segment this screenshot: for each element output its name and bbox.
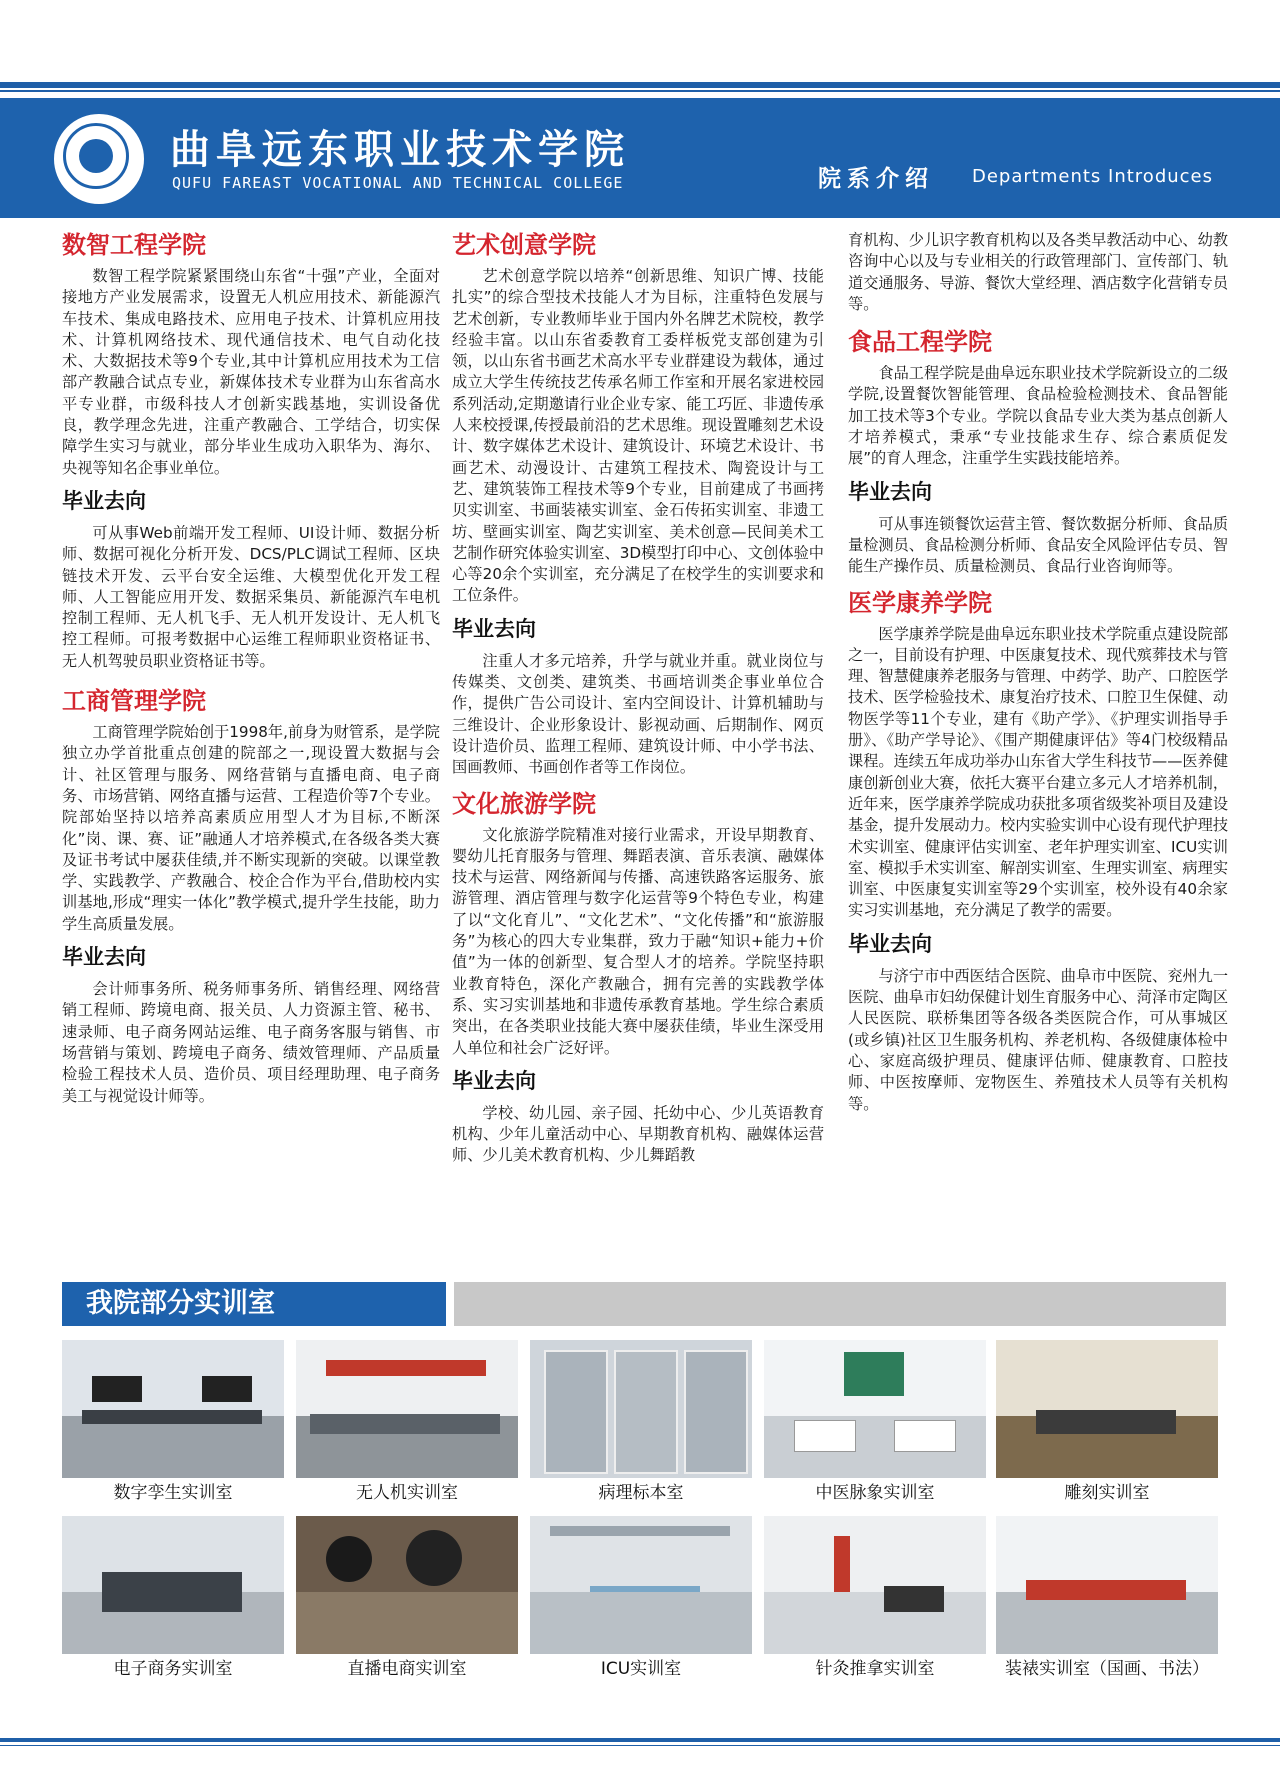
caption-carving: 雕刻实训室 <box>1064 1483 1150 1503</box>
section-title-cn: 院系介绍 <box>818 166 934 192</box>
caption-livestream: 直播电商实训室 <box>347 1659 467 1679</box>
subheading-graduate: 毕业去向 <box>848 479 932 504</box>
college-name-en: QUFU FAREAST VOCATIONAL AND TECHNICAL COLLEGE <box>172 174 624 192</box>
graduate-jobs-wenlv-continued: 育机构、少儿识字教育机构以及各类早教活动中心、幼教咨询中心以及与专业相关的行政管理部门、宣传部门、轨道交通服务、导游、餐饮大堂经理、酒店数字化营销专员等。 <box>848 231 1228 313</box>
section-body-yixue: 医学康养学院是曲阜远东职业技术学院重点建设院部之一，目前设有护理、中医康复技术、现代殡葬技术与管理、智慧健康养老服务与管理、中药学、助产、口腔医学技术、医学检验技术、康复治疗技术、口腔卫生保健、动物医学等11个专业，建有《助产学》、《护理实训指导手册》、《助产学导论》、《围产期健康评估》等4门校级精品课程。连续五年成功举办山东省大学生科技节——医养健康创新创业大赛，依托大赛平台建立多元人才培养机制，近年来，医学康养学院成功获批多项省级奖补项目及建设基金，提升发展动力。校内实验实训中心设有现代护理技术实训室、健康评估实训室、老年护理实训室、ICU实训室、模拟手术实训室、解剖实训室、生理实训室、病理实训室、中医康复实训室等29个实训室，校外设有40余家实习实训基地，充分满足了教学的需要。 <box>848 624 1228 920</box>
training-banner-bar <box>454 1282 1226 1326</box>
subheading-graduate: 毕业去向 <box>62 488 146 513</box>
photo-mounting-room <box>996 1516 1218 1654</box>
college-logo-icon <box>54 114 144 204</box>
photo-livestream-room <box>296 1516 518 1654</box>
photo-carving-room <box>996 1340 1218 1478</box>
header-banner <box>0 98 1280 218</box>
subheading-graduate: 毕业去向 <box>452 616 536 641</box>
photo-drone-room <box>296 1340 518 1478</box>
photo-digital-twin-room <box>62 1340 284 1478</box>
section-title-en: Departments Introduces <box>972 166 1213 187</box>
graduate-jobs-gongshang: 会计师事务所、税务师事务所、销售经理、网络营销工程师、跨境电商、报关员、人力资源主管、秘书、速录师、电子商务网站运维、电子商务客服与销售、市场营销与策划、跨境电子商务、绩效管理师、产品质量检验工程技术人员、造价员、项目经理助理、电子商务美工与视觉设计师等。 <box>62 980 440 1105</box>
graduate-jobs-shipin: 可从事连锁餐饮运营主管、餐饮数据分析师、食品质量检测员、食品检测分析师、食品安全风险评估专员、智能生产操作员、质量检测员、食品行业咨询师等。 <box>848 514 1228 576</box>
section-body-gongshang: 工商管理学院始创于1998年,前身为财管系，是学院独立办学首批重点创建的院部之一,现设置大数据与会计、社区管理与服务、网络营销与直播电商、电子商务、市场营销、网络直播与运营、工程造价等7个专业。院部始坚持以培养高素质应用型人才为目标,不断深化”岗、课、赛、证”融通人才培养模式,在各级各类大赛及证书考试中屡获佳绩,并不断实现新的突破。以课堂教学、实践教学、产教融合、校企合作为平台,借助校内实训基地,形成“理实一体化”教学模式,提升学生技能，助力学生高质量发展。 <box>62 723 440 933</box>
subheading-graduate: 毕业去向 <box>848 931 932 956</box>
caption-icu: ICU实训室 <box>600 1659 682 1679</box>
caption-digital-twin: 数字孪生实训室 <box>113 1483 233 1503</box>
section-body-shuzhi: 数智工程学院紧紧围绕山东省“十强”产业，全面对接地方产业发展需求，设置无人机应用技术、新能源汽车技术、集成电路技术、应用电子技术、计算机应用技术、计算机网络技术、现代通信技术、电气自动化技术、大数据技术等9个专业,其中计算机应用技术为工信部产教融合试点专业，新媒体技术专业群为山东省高水平专业群，市级科技人才创新实践基地，实训设备优良，教学理念先进，注重产教融合、工学结合，切实保障学生实习与就业，部分毕业生成功入职华为、海尔、央视等知名企事业单位。 <box>62 267 440 477</box>
training-rooms-banner: 我院部分实训室 <box>62 1282 446 1326</box>
caption-pathology: 病理标本室 <box>598 1483 684 1503</box>
section-body-yishu: 艺术创意学院以培养“创新思维、知识广博、技能扎实”的综合型技术技能人才为目标，注重特色发展与艺术创新，专业教师毕业于国内外名牌艺术院校，教学经验丰富。以山东省委教育工委样板党支部创建为引领，以山东省书画艺术高水平专业群建设为载体，通过成立大学生传统技艺传承名师工作室和开展名家进校园系列活动,定期邀请行业企业专家、能工巧匠、非遗传承人来校授课,传授最前沿的艺术思维。现设置雕刻艺术设计、数字媒体艺术设计、建筑设计、环境艺术设计、书画艺术、动漫设计、古建筑工程技术、陶瓷设计与工艺、建筑装饰工程技术等9个专业，目前建成了书画拷贝实训室、书画装裱实训室、金石传拓实训室、非遗工坊、壁画实训室、陶艺实训室、美术创意—民间美术工艺制作研究体验实训室、3D模型打印中心、文创体验中心等20余个实训室，充分满足了在校学生的实训要求和工位条件。 <box>452 267 824 605</box>
photo-icu-room <box>530 1516 752 1654</box>
caption-ecommerce: 电子商务实训室 <box>113 1659 233 1679</box>
section-body-shipin: 食品工程学院是曲阜远东职业技术学院新设立的二级学院,设置餐饮智能管理、食品检验检测技术、食品智能加工技术等3个专业。学院以食品专业大类为基点创新人才培养模式，秉承“专业技能求生存、综合素质促发展”的育人理念，注重学生实践技能培养。 <box>848 364 1228 468</box>
section-heading-wenlv: 文化旅游学院 <box>452 789 596 818</box>
section-heading-yixue: 医学康养学院 <box>848 588 992 617</box>
photo-tcm-pulse-room <box>764 1340 986 1478</box>
top-stripe-thin <box>0 90 1280 92</box>
subheading-graduate: 毕业去向 <box>452 1068 536 1093</box>
column-right <box>848 230 1228 1115</box>
graduate-jobs-yixue: 与济宁市中西医结合医院、曲阜市中医院、兖州九一医院、曲阜市妇幼保健计划生育服务中心、菏泽市定陶区人民医院、联桥集团等各级各类医院合作，可从事城区(或乡镇)社区卫生服务机构、养老机构、各级健康体检中心、家庭高级护理员、健康评估师、健康教育、口腔技师、中医按摩师、宠物医生、养殖技术人员等有关机构等。 <box>848 966 1228 1113</box>
caption-acupuncture: 针灸推拿实训室 <box>815 1659 935 1679</box>
graduate-jobs-shuzhi: 可从事Web前端开发工程师、UI设计师、数据分析师、数据可视化分析开发、DCS/PLC调试工程师、区块链技术开发、云平台安全运维、大模型优化开发工程师、人工智能应用开发、数据采集员、新能源汽车电机控制工程师、无人机飞手、无人机开发设计、无人机飞控工程师。可报考数据中心运维工程师职业资格证书、无人机驾驶员职业资格证书等。 <box>62 523 440 670</box>
graduate-jobs-yishu: 注重人才多元培养，升学与就业并重。就业岗位与传媒类、文创类、建筑类、书画培训类企事业单位合作，提供广告公司设计、室内空间设计、计算机辅助与三维设计、企业形象设计、影视动画、后期制作、网页设计造价员、监理工程师、建筑设计师、中小学书法、国画教师、书画创作者等工作岗位。 <box>452 651 824 777</box>
section-body-wenlv: 文化旅游学院精准对接行业需求，开设早期教育、婴幼儿托育服务与管理、舞蹈表演、音乐表演、融媒体技术与运营、网络新闻与传播、高速铁路客运服务、旅游管理、酒店管理与数字化运营等9个特色专业，构建了以“文化育儿”、“文化艺术”、“文化传播”和“旅游服务”为核心的四大专业集群，致力于融“知识+能力+价值”为一体的创新型、复合型人才的培养。学院坚持职业教育特色，深化产教融合，拥有完善的实践教学体系、实习实训基地和非遗传承教育基地。学生综合素质突出，在各类职业技能大赛中屡获佳绩，毕业生深受用人单位和社会广泛好评。 <box>452 825 824 1057</box>
caption-drone: 无人机实训室 <box>356 1483 458 1503</box>
section-heading-shipin: 食品工程学院 <box>848 328 992 357</box>
subheading-graduate: 毕业去向 <box>62 945 146 970</box>
column-middle <box>452 226 824 1167</box>
photo-pathology-room <box>530 1340 752 1478</box>
top-stripe <box>0 82 1280 88</box>
bottom-stripe-thin <box>0 1745 1280 1746</box>
caption-tcm-pulse: 中医脉象实训室 <box>815 1483 935 1503</box>
college-name-cn: 曲阜远东职业技术学院 <box>170 126 630 173</box>
photo-acupuncture-room <box>764 1516 986 1654</box>
column-left <box>62 226 440 1107</box>
section-heading-gongshang: 工商管理学院 <box>62 687 206 716</box>
bottom-stripe <box>0 1738 1280 1742</box>
graduate-jobs-wenlv: 学校、幼儿园、亲子园、托幼中心、少儿英语教育机构、少年儿童活动中心、早期教育机构、融媒体运营师、少儿美术教育机构、少儿舞蹈教 <box>452 1103 824 1165</box>
section-heading-shuzhi: 数智工程学院 <box>62 231 206 259</box>
caption-mounting: 装裱实训室（国画、书法） <box>1005 1659 1209 1679</box>
section-heading-yishu: 艺术创意学院 <box>452 231 596 259</box>
photo-ecommerce-room <box>62 1516 284 1654</box>
